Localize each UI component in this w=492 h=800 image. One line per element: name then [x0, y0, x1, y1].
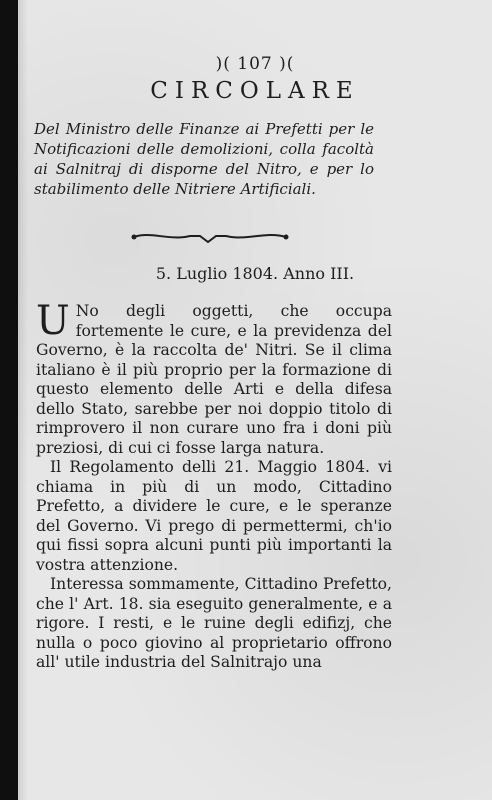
- paragraph-2: Il Regolamento delli 21. Maggio 1804. vi chiama in più di un modo, Cittadino Prefetto, a dividere le cure, e le speranze del Governo. Vi prego di permettermi, ch'io qui fissi sopra alcuni punti più importanti la vostra attenzione.: [36, 458, 392, 574]
- page-title: CIRCOLARE: [150, 78, 360, 104]
- page-number: )( 107 )(: [215, 54, 295, 74]
- body-text: [36, 298, 392, 673]
- dateline: 5. Luglio 1804. Anno III.: [155, 264, 355, 283]
- document-page: [18, 0, 492, 800]
- paragraph-1: [36, 298, 392, 458]
- paragraph-3: Interessa sommamente, Cittadino Prefetto, che l' Art. 18. sia eseguito generalmente, e a rigore. I resti, e le ruine degli edifizj, che nulla o poco giovino al proprietario offrono all' utile industria del Salnitrajo una: [36, 575, 392, 671]
- drop-cap: U: [36, 298, 70, 344]
- page-spine-shadow: [0, 0, 18, 800]
- decorative-ornament: [130, 225, 290, 247]
- subtitle: Del Ministro delle Finanze ai Prefetti per le Notificazioni delle demolizioni, colla facoltà ai Salnitraj di disporne del Nitro, e per lo stabilimento delle Nitriere Artificiali.: [34, 120, 374, 198]
- paragraph-1-text: No degli oggetti, che occupa fortemente le cure, e la previdenza del Governo, è la raccolta de' Nitri. Se il clima italiano è il più proprio per la formazione di questo elemento delle Arti e della difesa dello Stato, sarebbe per noi doppio titolo di rimprovero il non curare uno fra i doni più preziosi, di cui ci fosse larga natura.: [36, 302, 392, 457]
